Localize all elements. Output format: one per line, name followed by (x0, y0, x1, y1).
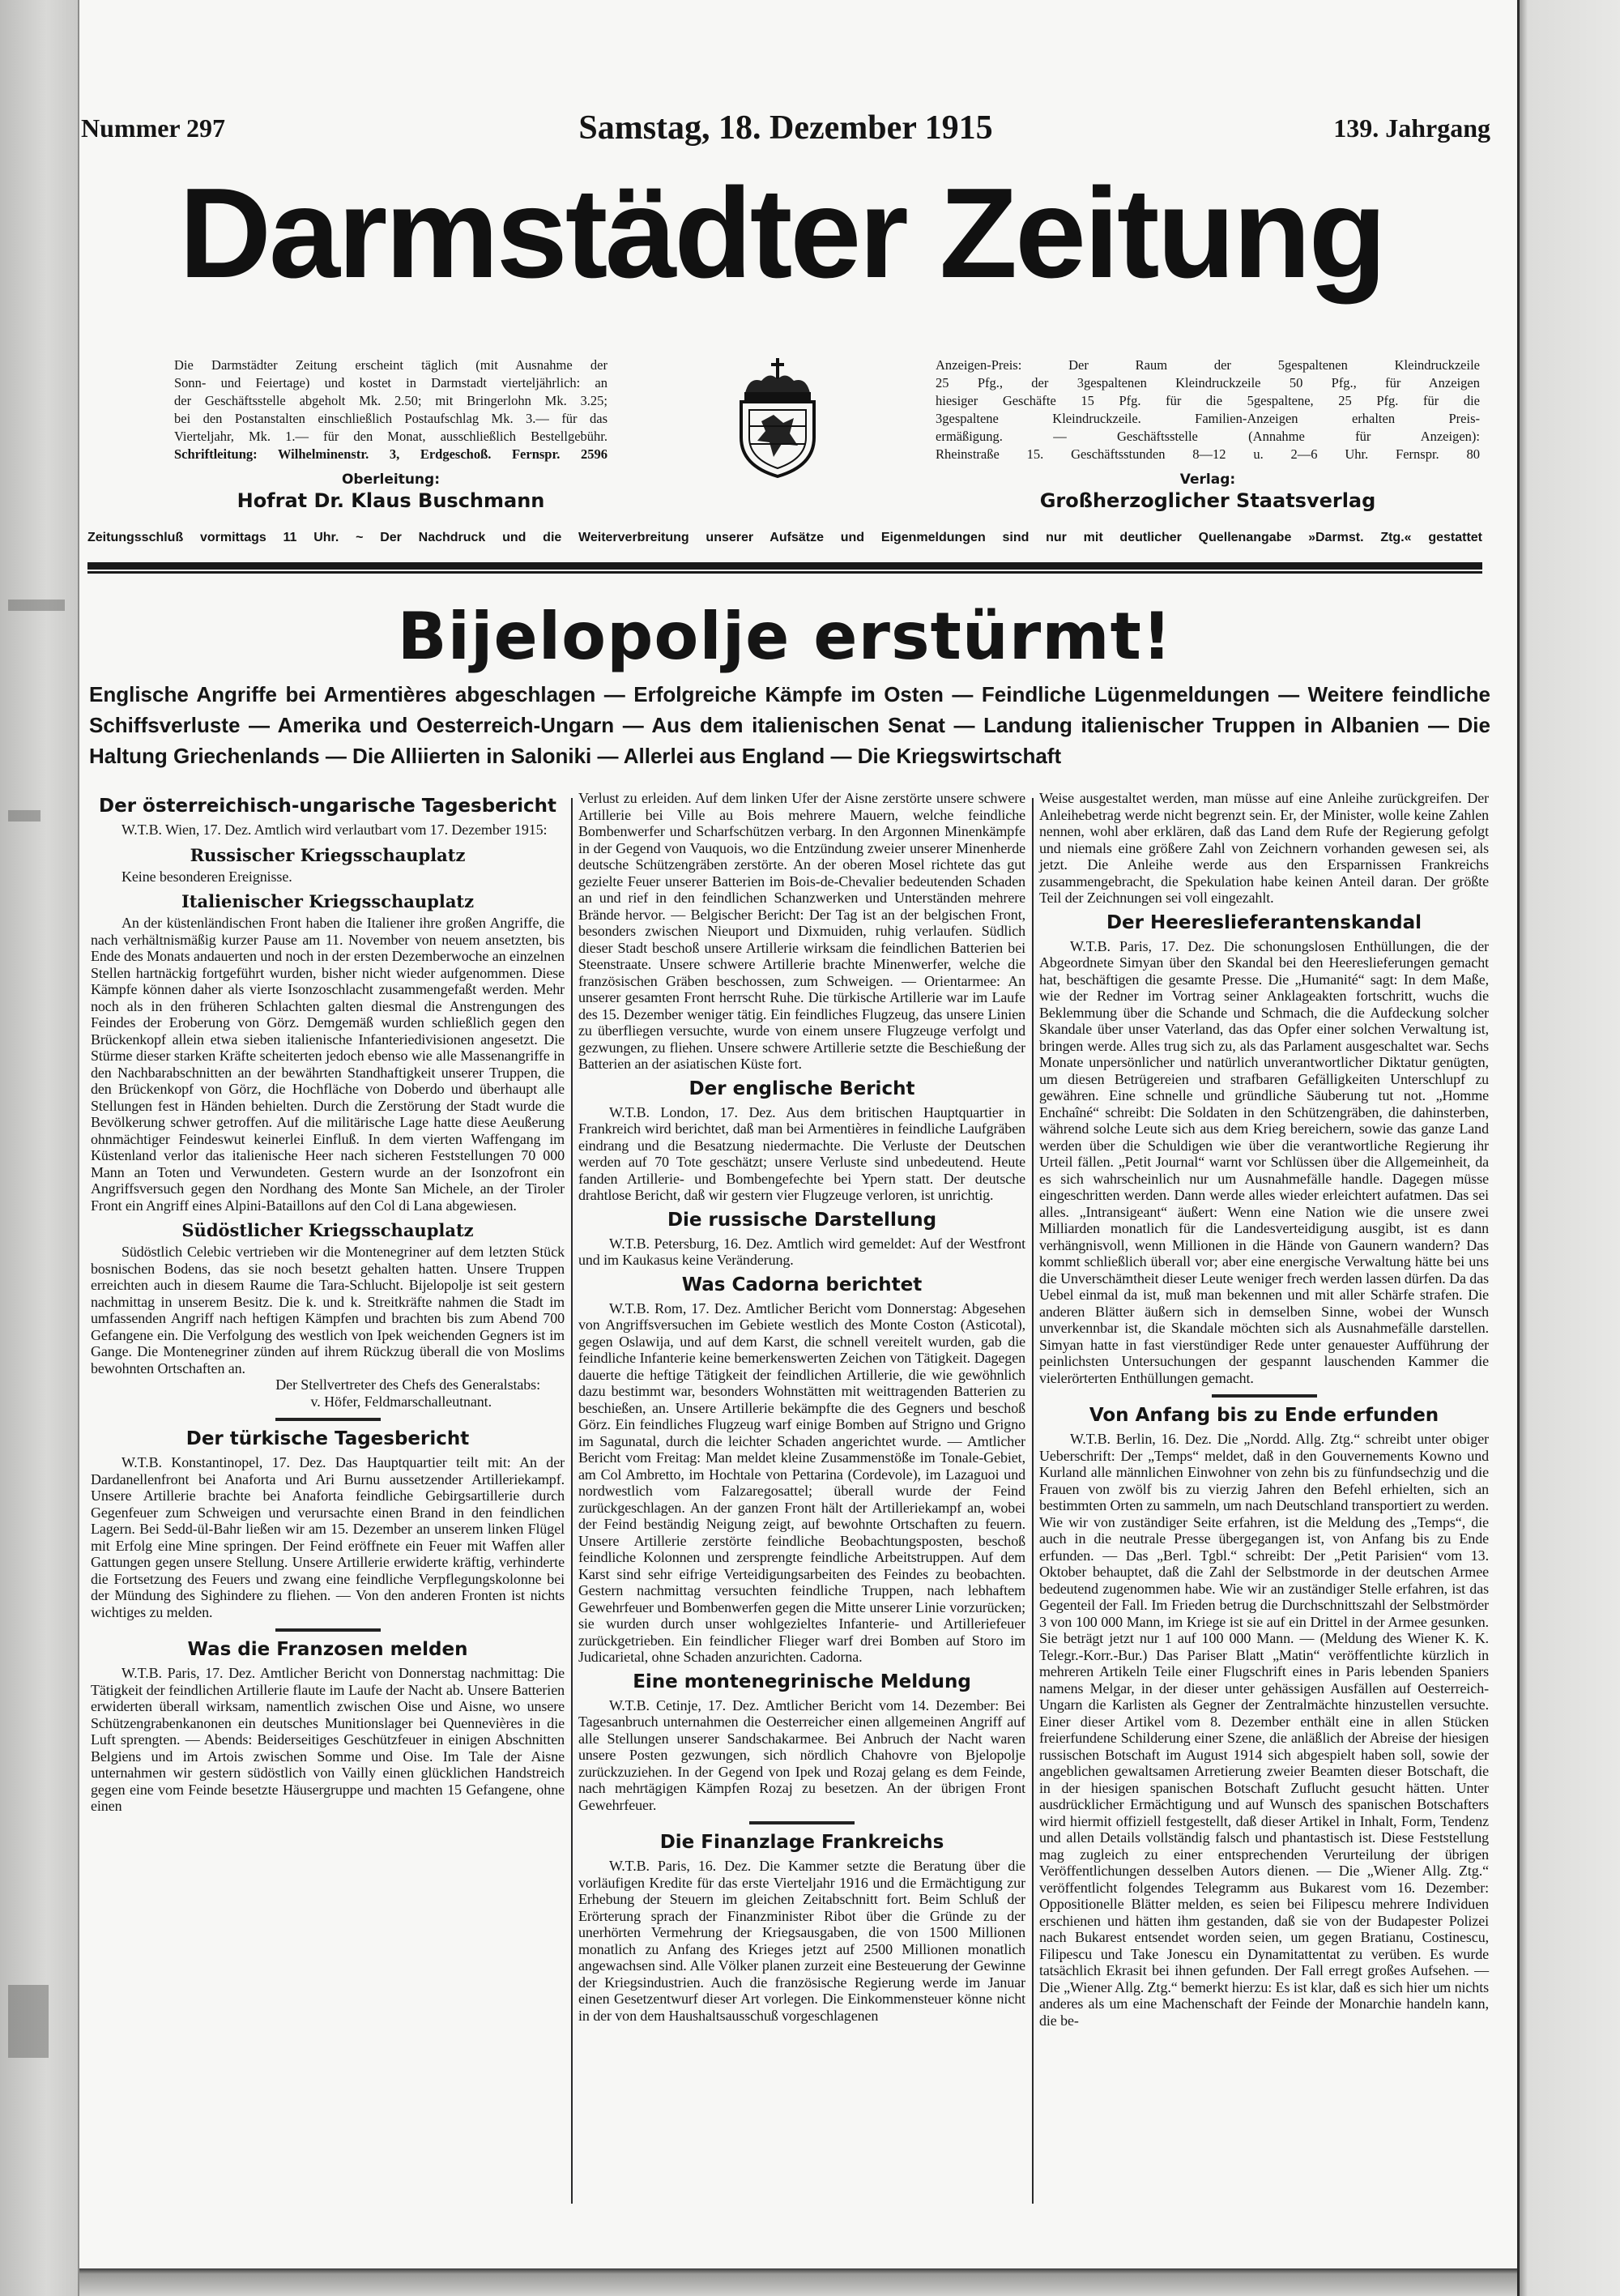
adjacent-page-fragment (8, 1985, 49, 2058)
scan-margin-right (1517, 0, 1620, 2296)
scan-margin-bottom (79, 2268, 1517, 2296)
article-paragraph: An der küstenländischen Front haben die Italiener ihre großen Angriffe, die nach verhältnismäßig kurzer Pause am 11. November von neuem ansetzten, bis Ende des Monats andauerten und noch in der ersten Dezemberwoche an einzelnen Stellen hartnäckig fortgeführt wurden, bisher nicht wieder aufgenommen. Diese Kämpfe können daher als vierte Isonzoschlacht zusammengefaßt werden. Mehr noch als in den früheren Schlachten galten diesmal die Anstrengungen des Feindes der Eroberung von Görz. Demgemäß wurden schließlich gegen den Brückenkopf allein etwa sieben italienische Infanteriedivisionen angesetzt. Die Stürme dieser starken Kräfte scheiterten jedoch ebenso wie alle Massenangriffe in den Nachbarabschnitten an der bewährten Standhaftigkeit unserer Truppen, die den Brückenkopf von Görz, die Hochfläche von Doberdo und überhaupt alle Stellungen fest in Händen behielten. Durch die Zerstörung der Stadt wurde die Bevölkerung schwer getroffen. Auf die militärische Lage hatte diese Aeußerung ohnmächtiger Feindeswut keinerlei Einfluß. In dem vierten Waffengang im Küstenland verlor das italienische Heer nach sicheren Feststellungen 70 000 Mann an Toten und Verwundeten. Gestern wurde an der Isonzofront ein Angriffsversuch gegen den Nordhang des Monte San Michele, an der Tiroler Front ein Angriff eines Alpini-Bataillons auf den Col di Lana abgewiesen. (91, 915, 565, 1214)
masthead-rule (87, 562, 1482, 571)
article-paragraph: Südöstlich Celebic vertrieben wir die Montenegriner auf dem letzten Stück bosnischen Bodens, das sie noch besetzt gehalten hatten. Unsere Truppen erreichten auch in diesem Raume die Tara-Schlucht. Bijelopolje ist seit gestern nachmittag in unserem Besitz. Die k. und k. Streitkräfte nahmen die Stadt im umfassenden Angriff nach heftigen Kämpfen und brachten bis zum Abend 700 Gefangene ein. Die Verfolgung des westlich von Ipek weichenden Gegners ist im Gange. Die Montenegriner zünden auf ihrem Rückzug überall die von Moslims bewohnten Ortschaften an. (91, 1244, 565, 1376)
editor-name: Hofrat Dr. Klaus Buschmann (237, 489, 545, 512)
volume-year: 139. Jahrgang (1333, 113, 1490, 143)
main-headline: Bijelopolje erstürmt! (397, 599, 1173, 674)
article-paragraph: W.T.B. Paris, 16. Dez. Die Kammer setzte die Beratung über die vorläufigen Kredite für das erste Vierteljahr 1916 und die Ermächtigung zur Erhebung der Steuern im gleichen Zeitabschnitt fort. Beim Schluß der Erörterung sprach der Finanzminister Ribot über die Gründe zu der unerhörten Vermehrung der Kriegsausgaben, die von 1500 Millionen monatlich zu Anfang des Krieges jetzt auf 2500 Millionen monatlich angewachsen sind. Alle Völker planen zurzeit eine Besteuerung der Gewinne der Kriegsindustrien. Auch die französische Regierung werde im Januar einen Gesetzentwurf dieser Art vorlegen. Die Einkommensteuer könne nicht in der von dem Haushaltsausschuß vorgeschlagenen (578, 1858, 1025, 2024)
article-paragraph: W.T.B. Cetinje, 17. Dez. Amtlicher Bericht vom 14. Dezember: Bei Tagesanbruch unternahmen die Oesterreicher einen allgemeinen Angriff auf alle Stellungen unserer Sandschakarmee. Bei Anbruch der Nacht waren unsere Posten gezwungen, sich nördlich Chahovre von Bjelopolje zurückzuziehen. In der Gegend von Ipek und Rozaj gelang es dem Feinde, nach mehrtägigen Kämpfen Rozaj zu besetzen. An der übrigen Front Gewehrfeuer. (578, 1696, 1025, 1813)
section-subheading: Südöstlicher Kriegsschauplatz (181, 1220, 474, 1240)
publisher-name: Großherzoglicher Staatsverlag (1039, 489, 1376, 512)
info-line: hiesiger Geschäfte 15 Pfg. für die 5gespaltene, 25 Pfg. für die (936, 393, 1480, 408)
column-2 (578, 790, 1025, 2024)
section-subheading: Russischer Kriegsschauplatz (190, 844, 466, 865)
article-paragraph: Weise ausgestaltet werden, man müsse auf eine Anleihe zurückgreifen. Der Anleihebetrag werde nicht begrenzt sein. Er, der Minister, wolle keine Zahlen nennen, wohl aber erklären, daß das Land dem Rufe der Regierung gefolgt und niemals eine größere Zahl von Zeichnern vorhanden gewesen sei, als jetzt. Die Anleihe werde aus den Ersparnissen Frankreichs zusammengebracht, die Spekulation habe keinen Anteil daran. Der größte Teil der Zeichnungen sei voll eingezahlt. (1039, 790, 1489, 906)
article-paragraph: W.T.B. Paris, 17. Dez. Amtlicher Bericht von Donnerstag nachmittag: Die Tätigkeit der feindlichen Artillerie flaute im Laufe der Nacht ab. Unsere Batterien erwiderten überall wirksam, namentlich zwischen Oise und Aisne, wo unsere Schützengrabenkanonen ein deutsches Munitionslager bei Quennevières in die Luft sprengten. — Abends: Beiderseitiges Geschützfeuer in einigen Abschnitten Belgiens und im Artois zwischen Somme und Oise. Im Tale der Aisne unternahmen wir gestern südöstlich von Vailly einen glücklichen Handstreich gegen eine vom Feinde besetzte Häusergruppe und machten 15 Gefangene, ohne einen (91, 1665, 565, 1814)
info-line: ermäßigung. — Geschäftsstelle (Annahme für Anzeigen): (936, 429, 1480, 444)
article-heading: Der österreichisch-ungarische Tagesbericht (99, 796, 556, 817)
signature-line: Der Stellvertreter des Chefs des Generalstabs: (275, 1376, 540, 1393)
article-separator (275, 1628, 381, 1632)
article-heading: Der Heereslieferantenskandal (1106, 911, 1422, 933)
publisher-label: Verlag: (1179, 472, 1236, 488)
article-heading: Die russische Darstellung (667, 1209, 937, 1231)
newspaper-title: Darmstädter Zeitung (178, 162, 1385, 305)
column-1 (91, 790, 565, 1815)
info-line: Sonn- und Feiertage) und kostet in Darmstadt vierteljährlich: an (174, 375, 608, 390)
info-line: Die Darmstädter Zeitung erscheint täglich (mit Ausnahme der (174, 357, 608, 373)
article-separator (749, 1821, 855, 1824)
article-paragraph: W.T.B. Konstantinopel, 17. Dez. Das Hauptquartier teilt mit: An der Dardanellenfront bei Anaforta und Ari Burnu aussetzender Artilleriekampf. Unsere Artillerie brachte bei Anaforta feindliche Gebirgsartillerie durch Gegenfeuer zum Schweigen und verursachte einen Brand in den feindlichen Lagern. Bei Sedd-ül-Bahr ließen wir am 15. Dezember an unserem linken Flügel mit Erfolg eine Mine springen. Der Feind eröffnete ein Feuer mit Waffen aller Gattungen gegen unsere Stellung. Unsere Artillerie erwiderte kräftig, verhinderte die Fortsetzung des Feuers und zwang eine feindliche Verpflegungskolonne bei der Mündung des Sighindere zu fliehen. — Von den anderen Fronten ist nichts wichtiges zu melden. (91, 1454, 565, 1620)
adjacent-page-fragment (8, 810, 40, 822)
subscription-info (174, 356, 608, 463)
article-paragraph: W.T.B. Rom, 17. Dez. Amtlicher Bericht vom Donnerstag: Abgesehen von Angriffsversuchen im Gebiete westlich des Monte Coston (Asticotal), gegen Oslawija, und auf dem Karst, die schnell vereitelt wurden, gab die feindliche Infanterie keine bemerkenswerten Zeichen von Tätigkeit. Dagegen dauerte die heftige Tätigkeit der feindlichen Artillerie, die wie gewöhnlich dazu bestimmt war, besonders Wohnstätten mit weittragenden Batterien zu beschießen, an. Unsere Artillerie bekämpfte die des Gegners und beschoß Görz. Ein feindliches Flugzeug warf einige Bomben auf Strigno und Grigno im Sagunatal, durch die leichter Schaden angerichtet wurde. — Amtlicher Bericht vom Freitag: Man meldet kleine Zusammenstöße im Tonale-Gebiet, am Col Ambretto, im Hochtale von Pettarina (Cordevole), im Lazaguoi und nordwestlich vom Falzaregosattel; überall wurde der Feind zurückgeschlagen. An der ganzen Front hält der Artilleriekampf an, wobei der Feind beständig Neigung zeigt, auf bewohnte Ortschaften zu feuern. Unsere Artillerie zerstörte feindliche Beobachtungsposten, beschoß feindliche Kolonnen und zersprengte feindliche Arbeitstruppen. Auf dem Karst sind sehr eifrige Verteidigungsarbeiten des Feindes zu beobachten. Gestern nachmittag versuchten feindliche Truppen, nach lebhaftem Gewehrfeuer und Bombenwerfen gegen die Mitte unserer Linie vorzurücken; sie wurden durch unser wohlgezieltes Infanterie- und Artilleriefeuer zurückgetrieben. Ein feindlicher Flieger warf drei Bomben auf Storo im Judicarietal, ohne Schaden anzurichten. Cadorna. (578, 1300, 1025, 1665)
article-separator (275, 1418, 381, 1421)
info-line: 25 Pfg., der 3gespaltenen Kleindruckzeile 50 Pfg., für Anzeigen (936, 375, 1480, 390)
info-line: 3gespaltene Kleindruckzeile. Familien-Anzeigen erhalten Preis- (936, 411, 1480, 426)
article-paragraph: W.T.B. Paris, 17. Dez. Die schonungslosen Enthüllungen, die der Abgeordnete Simyan über den Skandal bei den Heereslieferungen gemacht hat, beschäftigen die gesamte Presse. Die „Humanité“ sagt: In dem Maße, wie der Redner im Vortrag seiner Anklageakten fortschritt, wuchs die Beklemmung über die Schande und Schmach, die die Aufdeckung solcher Skandale über unser Vaterland, das das Opfer einer solchen Verwaltung ist, bringen werde. Alles trug sich zu, als das Parlament ausgeschaltet war. Sechs Monate unpersönlicher und natürlich unverantwortlicher Diktatur genügten, um diesen Betrügereien und strafbaren Gefälligkeiten Unterschlupf zu gewähren. Eine schnelle und gründliche Säuberung tut not. „Homme Enchaîné“ schreibt: Die Soldaten in den Schützengräben, die dahinsterben, während solche Leute sich aus dem Krieg bereichern, sowie das ganze Land werden über die Schuldigen wie über die verantwortliche Regierung ihr Urteil fällen. „Petit Journal“ warnt vor Schlüssen über die Allgemeinheit, da es sich wahrscheinlich nur um Ausnahmefälle handle. Dagegen müsse eingeschritten werden. Dann werde alles wieder erleichtert aufatmen. Das sei alles. „Intransigeant“ äußert: Wenn eine Nation wie die unsere zwei Milliarden monatlich für die Landesverteidigung ausgibt, ist es dann verhängnisvoll, wenn Millionen in die Hände von Gaunern wandern? Das kommt schließlich überall vor; aber eine energische Verwaltung hätte bei uns die Unverschämtheit dieser Leute weniger frech werden lassen dürfen. Da das Uebel einmal da ist, muß man bekennen und mit aller Schärfe strafen. Die anderen Blätter äußern sich in demselben Sinne, wobei der Wunsch unverkennbar ist, die Skandale möchten sich als Ausnahmefälle darstellen. Simyan hatte in fast vierstündiger Rede unter genauester Aufführung der peinlichsten Untersuchungen der gespannt lauschenden Kammer die vielerörterten Enthüllungen gemacht. (1039, 937, 1489, 1386)
issue-date: Samstag, 18. Dezember 1915 (578, 109, 993, 147)
headline-summary: Englische Angriffe bei Armentières abgeschlagen — Erfolgreiche Kämpfe im Osten — Feindliche Lügenmeldungen — Weitere feindliche Schiffsverluste — Amerika und Oesterreich-Ungarn — Aus dem italienischen Senat — Landung italienischer Truppen in Albanien — Die Haltung Griechenlands — Die Alliierten in Saloniki — Allerlei aus England — Die Kriegswirtschaft (89, 682, 1490, 768)
article-paragraph: Verlust zu erleiden. Auf dem linken Ufer der Aisne zerstörte unsere schwere Artillerie bei Ville au Bois mehrere Mauern, welche feindliche Bombenwerfer und Scharfschützen verbarg. In den Argonnen Minenkämpfe in der Gegend von Vauquois, wo die Entzündung zweier unserer Minenherde deutsche Schützengräben zerstörte. An der oberen Mosel richtete das gut gezielte Feuer unserer Batterien im Bois-de-Chevalier bedeutenden Schaden an und rief in den feindlichen Schanzwerken und Unterständen mehrere Brände hervor. — Belgischer Bericht: Der Tag ist an der belgischen Front, besonders zwischen Nieuport und Dixmuiden, ruhig verlaufen. Südlich dieser Stadt beschoß unsere Artillerie wirksam die feindlichen Batterien bei Steenstraate. Unsere schwere Artillerie brachte Minenwerfer, welche die französischen Gräben beschossen, zum Schweigen. — Orientarmee: An unserer gesamten Front herrscht Ruhe. Die türkische Artillerie war im Laufe des 15. Dezember weniger tätig. Ein feindliches Flugzeug, das unsere Linien zu überfliegen versuchte, wurde von einem unsere Flugzeuge verfolgt und gezwungen, zu fliehen. Unsere schwere Artillerie setzte die Beschießung der Batterien an der asiatischen Küste fort. (578, 790, 1025, 1072)
info-line: Vierteljahr, Mk. 1.— für den Monat, ausschließlich Bestellgebühr. (174, 429, 608, 444)
article-heading: Eine montenegrinische Meldung (633, 1671, 971, 1692)
article-heading: Von Anfang bis zu Ende erfunden (1089, 1405, 1439, 1426)
article-heading: Der türkische Tagesbericht (185, 1428, 470, 1449)
article-separator (1212, 1394, 1317, 1398)
article-heading: Was Cadorna berichtet (681, 1274, 923, 1295)
article-paragraph: W.T.B. Berlin, 16. Dez. Die „Nordd. Allg. Ztg.“ schreibt unter obiger Ueberschrift: Der „Temps“ meldet, daß in den Gouvernements Kowno und Kurland alle männlichen Einwohner von zehn bis zu fünfundsechzig und die Frauen von zwölf bis zu vierzig Jahren den Befehl erhielten, sich an bestimmten Orten zu sammeln, um nach Deutschland transportiert zu werden. Wie wir von zuständiger Seite erfahren, ist die Meldung des „Temps“, die auch in die neutrale Presse übergegangen ist, von Anfang bis zu Ende erfunden. — Das „Berl. Tgbl.“ schreibt: Der „Petit Parisien“ vom 13. Oktober behauptet, daß die Zahl der Selbstmorde in der deutschen Armee bedeutend zugenommen habe. Wie wir an zuständiger Stelle erfahren, ist das Gegenteil der Fall. Im Frieden betrug die Durchschnittszahl der Selbstmörder 3 von 100 000 Mann, im Kriege ist sie auf ein Drittel in der Armee gesunken. Sie beträgt jetzt nur 1 auf 100 000 Mann. — (Meldung des Wiener K. K. Telegr.-Korr.-Bur.) Das Pariser Blatt „Matin“ veröffentlichte kürzlich in mehreren Artikeln Teile einer Flugschrift eines in Paris lebenden Spaniers namens Melgar, in der dieser unter gehässigen Ausfällen auf Oesterreich-Ungarn die Karlisten als Gegner der Zentralmächte hinzustellen versuchte. Einer dieser Artikel vom 8. Dezember enthält eine in allen Stücken freierfundene Schilderung einer Szene, die anläßlich der Abreise der hiesigen russischen Botschaft im August 1914 sich abgespielt haben soll, sowie der angeblichen gewaltsamen Arretierung zweier Beamten dieser Botschaft, die in der hiesigen spanischen Botschaft Zuflucht gesucht hätten. Unter ausdrücklicher Ermächtigung und auf Wunsch des spanischen Botschafters wird hiermit offiziell festgestellt, daß dieser Artikel in Inhalt, Form, Tendenz und allen Details vollständig falsch und phantastisch ist. Diese Feststellung mag zugleich zu einer entsprechenden Verurteilung der übrigen Veröffentlichungen desselben Autors dienen. — Die „Wiener Allg. Ztg.“ veröffentlicht folgendes Telegramm aus Bukarest vom 16. Dezember: Oppositionelle Blätter melden, es seien bei Filipescu mehrere Individuen erschienen und hätten ihm gestanden, daß sie von der Budapester Polizei nach Bukarest entsendet worden seien, um gegen Bratianu, Costinescu, Filipescu und Take Jonescu ein Dynamitattentat zu verüben. Es wurde tatsächlich Ekrasit bei ihnen gefunden. Der Fall erregt großes Aufsehen. — Die „Wiener Allg. Ztg.“ bemerkt hierzu: Es ist klar, daß es sich hier um nichts anderes als um eine Machenschaft der Feinde der Monarchie handeln kann, die be- (1039, 1431, 1489, 2029)
adjacent-page-edge (0, 0, 79, 2296)
info-line: Schriftleitung: Wilhelminenstr. 3, Erdgeschoß. Fernspr. 2596 (174, 446, 608, 462)
advertising-info (936, 356, 1480, 463)
column-divider (571, 798, 573, 2204)
editor-label: Oberleitung: (341, 472, 441, 488)
article-heading: Die Finanzlage Frankreichs (659, 1832, 944, 1853)
info-line: bei den Postanstalten einschließlich Postaufschlag Mk. 3.— für das (174, 411, 608, 426)
section-subheading: Italienischer Kriegsschauplatz (181, 891, 475, 911)
column-3 (1039, 790, 1489, 2029)
article-heading: Der englische Bericht (688, 1078, 915, 1099)
article-paragraph: W.T.B. London, 17. Dez. Aus dem britischen Hauptquartier in Frankreich wird berichtet, daß man bei Armentières in feindliche Laufgräben eindrang und die Besatzung niedermachte. Die Verluste der Deutschen werden auf 70 Tote geschätzt; unsere Verluste sind unbedeutend. Heute fanden Artillerie- und Bombengefechte bei Ypern statt. Der deutsche drahtlose Bericht, daß wir gestern vier Flugzeuge verloren, ist unrichtig. (578, 1103, 1025, 1203)
article-heading: Was die Franzosen melden (187, 1639, 468, 1660)
article-paragraph: W.T.B. Wien, 17. Dez. Amtlich wird verlautbart vom 17. Dezember 1915: (122, 822, 548, 838)
masthead (81, 152, 1482, 331)
info-line: Anzeigen-Preis: Der Raum der 5gespaltenen Kleindruckzeile (936, 357, 1480, 373)
reprint-notice: Zeitungsschluß vormittags 11 Uhr. ~ Der Nachdruck und die Weiterverbreitung unserer Aufsätze und Eigenmeldungen sind nur mit deutlicher Quellenangabe »Darmst. Ztg.« gestattet (87, 531, 1482, 544)
issue-number: Nummer 297 (81, 113, 226, 143)
signature-line: v. Höfer, Feldmarschalleutnant. (310, 1393, 492, 1410)
info-line: Rheinstraße 15. Geschäftsstunden 8—12 u. 2—6 Uhr. Fernspr. 80 (936, 446, 1480, 462)
column-divider (1032, 798, 1034, 2204)
hesse-coat-of-arms-icon (725, 356, 830, 478)
info-line: der Geschäftsstelle abgeholt Mk. 2.50; mit Bringerlohn Mk. 3.25; (174, 393, 608, 408)
article-paragraph: W.T.B. Petersburg, 16. Dez. Amtlich wird gemeldet: Auf der Westfront und im Kaukasus keine Veränderung. (578, 1235, 1025, 1268)
article-paragraph: Keine besonderen Ereignisse. (122, 868, 292, 885)
adjacent-page-fragment (8, 600, 65, 611)
